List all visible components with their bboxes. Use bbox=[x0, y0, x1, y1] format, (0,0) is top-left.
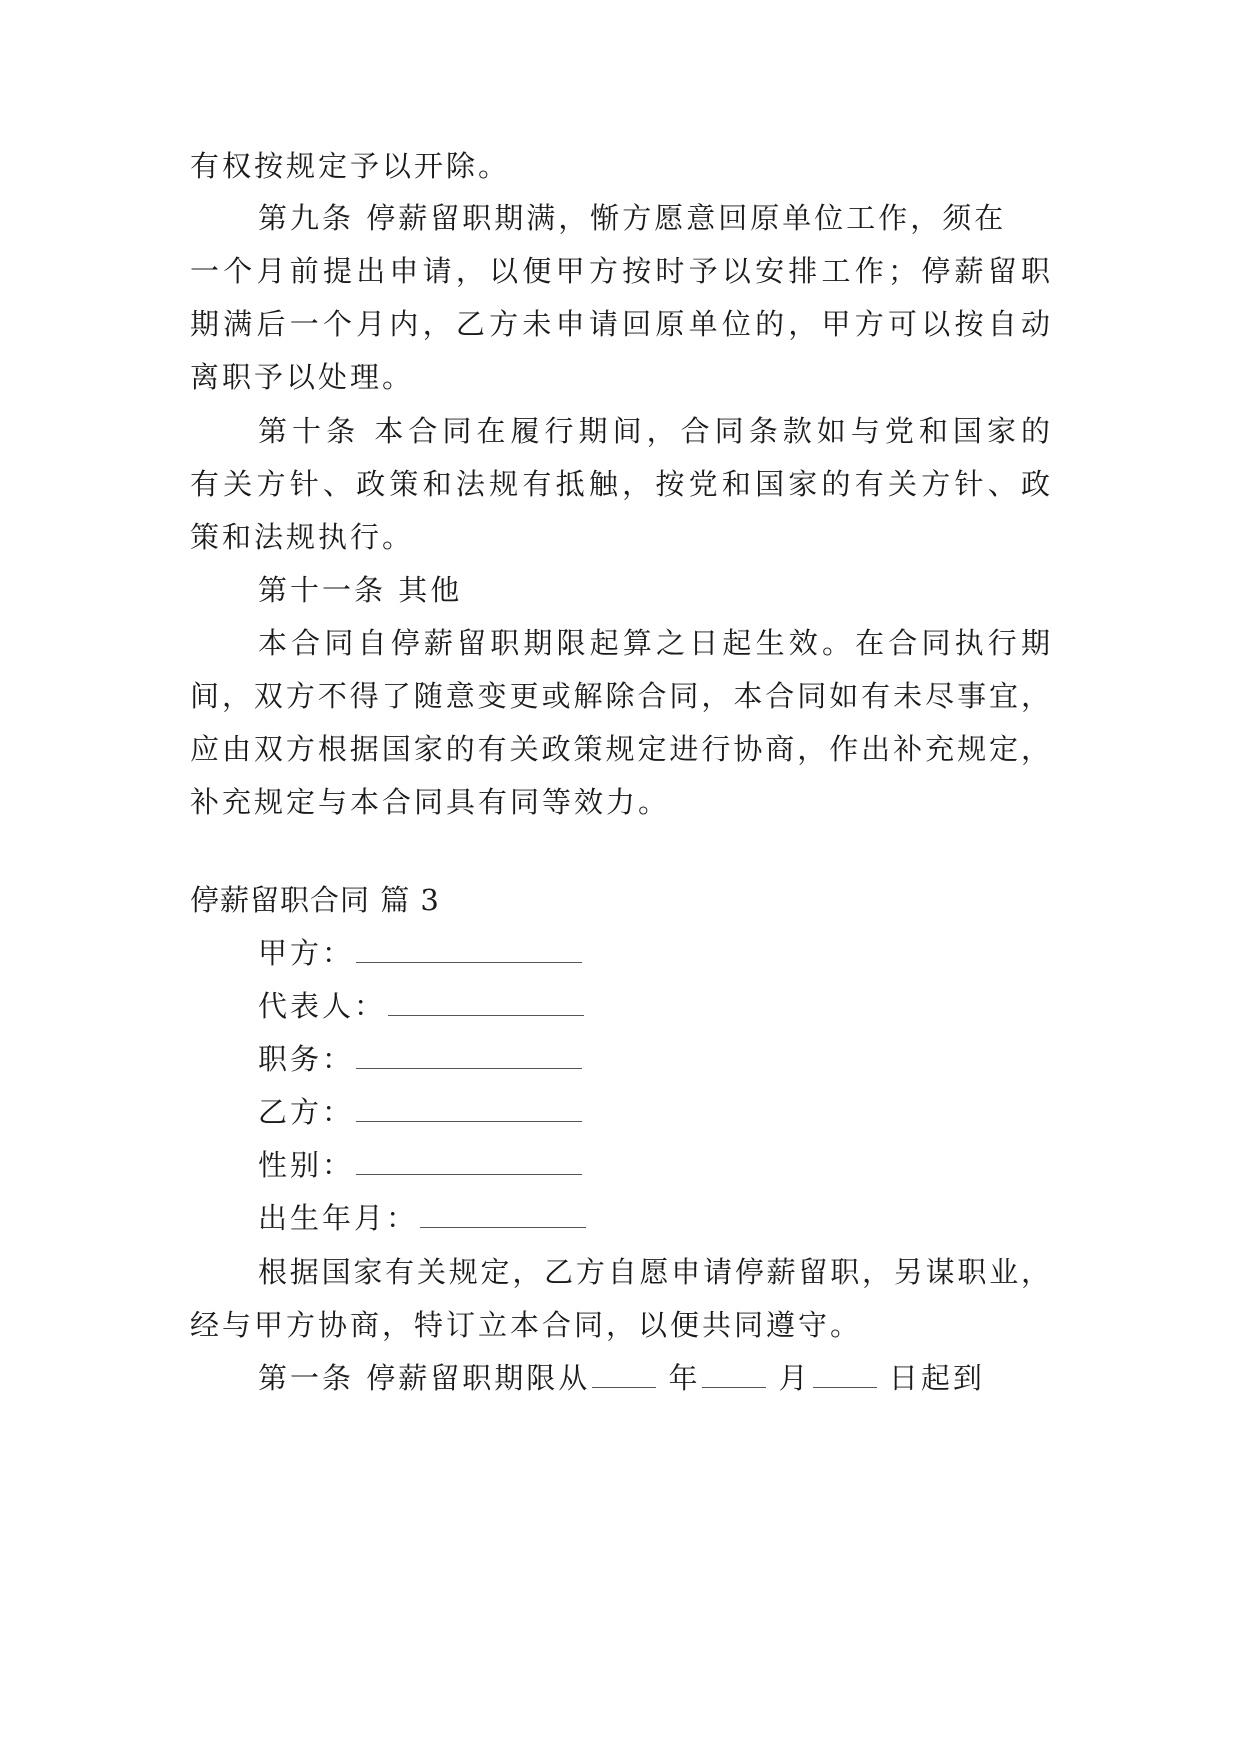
field-label: 甲方： bbox=[258, 936, 355, 970]
field-label: 代表人： bbox=[258, 989, 387, 1023]
paragraph-line: 补充规定与本合同具有同等效力。 bbox=[190, 785, 671, 819]
article-1-line bbox=[258, 1358, 1050, 1398]
paragraph-line: 应由双方根据国家的有关政策规定进行协商，作出补充规定， bbox=[190, 732, 1050, 766]
field-party-b bbox=[258, 1092, 1118, 1132]
blank-underline[interactable] bbox=[356, 1146, 582, 1175]
field-gender bbox=[258, 1145, 1118, 1185]
paragraph-line: 根据国家有关规定，乙方自愿申请停薪留职，另谋职业， bbox=[258, 1255, 1050, 1289]
year-label: 年 bbox=[668, 1361, 701, 1395]
blank-underline[interactable] bbox=[388, 987, 584, 1016]
day-label: 日起到 bbox=[888, 1361, 985, 1395]
field-birth bbox=[258, 1198, 1118, 1238]
paragraph-line: 一个月前提出申请，以便甲方按时予以安排工作；停薪留职 bbox=[190, 254, 1050, 288]
paragraph-line: 有关方针、政策和法规有抵触，按党和国家的有关方针、政 bbox=[190, 467, 1050, 501]
article-1-prefix: 第一条 停薪留职期限从 bbox=[258, 1361, 591, 1395]
field-party-a bbox=[258, 933, 1118, 973]
blank-underline[interactable] bbox=[356, 1093, 582, 1122]
article-10-line: 第十条 本合同在履行期间，合同条款如与党和国家的 bbox=[258, 414, 1050, 448]
blank-underline[interactable] bbox=[592, 1359, 656, 1388]
field-representative bbox=[258, 986, 1118, 1026]
article-9-line: 第九条 停薪留职期满，惭方愿意回原单位工作，须在 bbox=[258, 201, 1007, 235]
paragraph-line: 期满后一个月内，乙方未申请回原单位的，甲方可以按自动 bbox=[190, 307, 1050, 341]
blank-underline[interactable] bbox=[356, 1040, 582, 1069]
field-label: 出生年月： bbox=[258, 1201, 419, 1235]
paragraph-line: 间，双方不得了随意变更或解除合同，本合同如有未尽事宜， bbox=[190, 679, 1050, 713]
month-label: 月 bbox=[778, 1361, 811, 1395]
blank-underline[interactable] bbox=[356, 934, 582, 963]
blank-underline[interactable] bbox=[702, 1359, 766, 1388]
blank-underline[interactable] bbox=[813, 1359, 877, 1388]
paragraph-line: 策和法规执行。 bbox=[190, 520, 415, 554]
paragraph-line: 有权按规定予以开除。 bbox=[190, 149, 511, 183]
article-11-heading: 第十一条 其他 bbox=[258, 573, 463, 607]
paragraph-line: 经与甲方协商，特订立本合同，以便共同遵守。 bbox=[190, 1308, 863, 1342]
field-label: 职务： bbox=[258, 1042, 355, 1076]
field-position bbox=[258, 1039, 1118, 1079]
blank-underline[interactable] bbox=[420, 1199, 586, 1228]
field-label: 性别： bbox=[258, 1148, 355, 1182]
paragraph-line: 离职予以处理。 bbox=[190, 360, 415, 394]
field-label: 乙方： bbox=[258, 1095, 355, 1129]
paragraph-line: 本合同自停薪留职期限起算之日起生效。在合同执行期 bbox=[258, 626, 1050, 660]
section-title: 停薪留职合同 篇 3 bbox=[190, 883, 440, 917]
